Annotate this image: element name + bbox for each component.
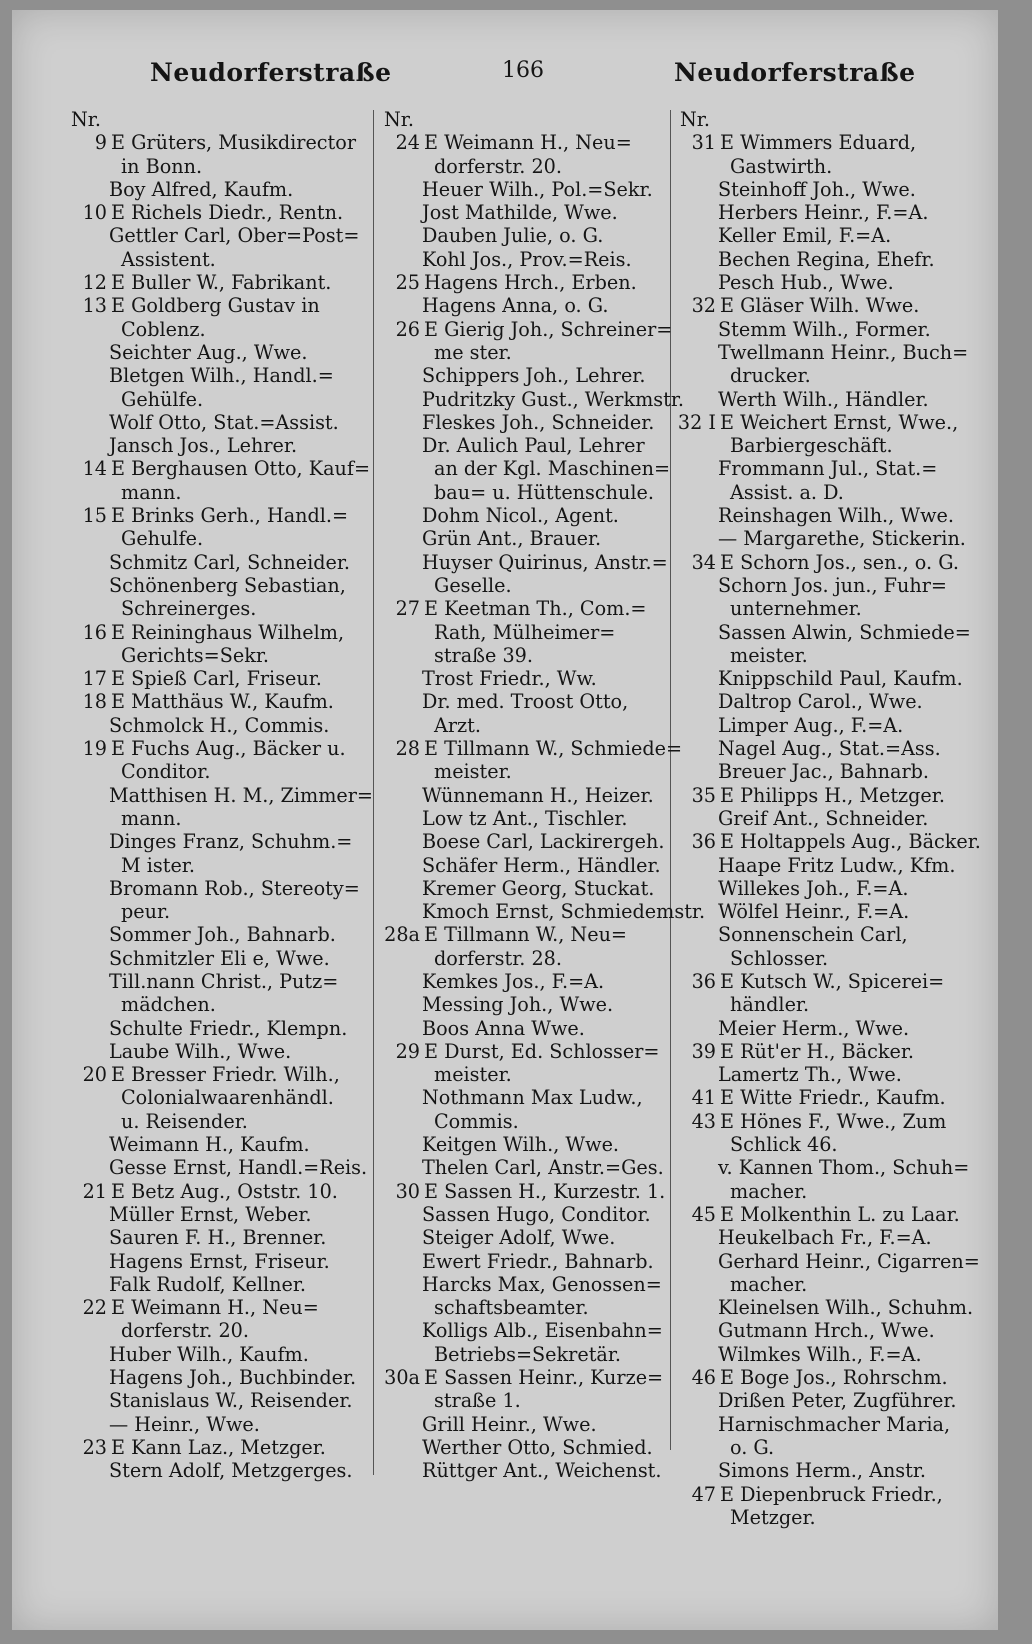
- house-entry: [676, 830, 984, 853]
- entry-text: E Rüt'er H., Bäcker.: [720, 1039, 914, 1063]
- house-number: 26: [395, 317, 420, 341]
- entry-continuation: Gastwirth.: [730, 154, 833, 178]
- resident-entry: Boy Alfred, Kaufm.: [109, 177, 294, 201]
- running-head-left: Neudorferstraße: [150, 58, 392, 87]
- house-number: 46: [691, 1366, 716, 1390]
- entry-continuation: Gehulfe.: [121, 527, 204, 551]
- entry-text: E Philipps H., Metzger.: [720, 783, 945, 807]
- house-number: 15: [82, 504, 107, 528]
- house-entry: [380, 131, 662, 154]
- resident-entry: Huyser Quirinus, Anstr.=: [422, 550, 668, 574]
- house-number: 17: [82, 667, 107, 691]
- entry-continuation: macher.: [730, 1272, 808, 1296]
- column-divider: [373, 110, 374, 1475]
- entry-text: E Berghausen Otto, Kauf=: [111, 457, 371, 481]
- directory-column-3: [676, 108, 984, 1529]
- entry-text: E Buller W., Fabrikant.: [111, 271, 332, 295]
- house-number: 28: [395, 737, 420, 761]
- house-number: 34: [691, 550, 716, 574]
- house-entry: [67, 201, 369, 224]
- resident-entry: Kleinelsen Wilh., Schuhm.: [718, 1296, 974, 1320]
- entry-continuation: Schlick 46.: [730, 1133, 838, 1157]
- resident-entry: Steiger Adolf, Wwe.: [422, 1226, 616, 1250]
- column-divider: [670, 110, 671, 1450]
- resident-entry: Sassen Alwin, Schmiede=: [718, 620, 971, 644]
- entry-continuation: Betriebs=Sekretär.: [434, 1342, 622, 1366]
- entry-continuation: an der Kgl. Maschinen=: [434, 457, 671, 481]
- resident-entry: Dr. Aulich Paul, Lehrer: [422, 434, 645, 458]
- entry-continuation: me ster.: [434, 340, 512, 364]
- resident-entry: Haape Fritz Ludw., Kfm.: [718, 853, 956, 877]
- house-entry: [676, 970, 984, 993]
- house-entry: [67, 690, 369, 713]
- entry-text: E Weimann H., Neu=: [111, 1296, 319, 1320]
- entry-continuation: peur.: [121, 900, 171, 924]
- resident-entry: Schönenberg Sebastian,: [109, 573, 346, 597]
- resident-entry: Till.nann Christ., Putz=: [109, 969, 339, 993]
- resident-entry: Sonnenschein Carl,: [718, 923, 908, 947]
- house-entry: [676, 294, 984, 317]
- entry-continuation: straße 39.: [434, 643, 533, 667]
- resident-entry: Rüttger Ant., Weichenst.: [422, 1459, 662, 1483]
- house-entry: [676, 131, 984, 154]
- resident-entry: Laube Wilh., Wwe.: [109, 1039, 292, 1063]
- house-number: 36: [691, 969, 716, 993]
- entry-text: E Betz Aug., Oststr. 10.: [111, 1179, 338, 1203]
- house-entry: [67, 1180, 369, 1203]
- house-entry: [67, 504, 369, 527]
- house-entry: [380, 923, 662, 946]
- resident-entry: Dr. med. Troost Otto,: [422, 690, 629, 714]
- house-entry: [67, 667, 369, 690]
- entry-continuation: Coblenz.: [121, 317, 206, 341]
- entry-continuation: meister.: [434, 1063, 512, 1087]
- resident-entry: Drißen Peter, Zugführer.: [718, 1389, 957, 1413]
- resident-entry: Frommann Jul., Stat.=: [718, 457, 938, 481]
- resident-entry: Bletgen Wilh., Handl.=: [109, 364, 334, 388]
- entry-continuation: Arzt.: [434, 713, 481, 737]
- resident-entry: Werth Wilh., Händler.: [718, 387, 929, 411]
- resident-entry: Seichter Aug., Wwe.: [109, 340, 308, 364]
- resident-entry: Boos Anna Wwe.: [422, 1016, 585, 1040]
- resident-entry: Dohm Nicol., Agent.: [422, 504, 619, 528]
- house-number: 18: [82, 690, 107, 714]
- entry-text: E Diepenbruck Friedr.,: [720, 1482, 943, 1506]
- entry-continuation: Commis.: [434, 1109, 519, 1133]
- running-head-right: Neudorferstraße: [674, 58, 916, 87]
- house-entry: [67, 1063, 369, 1086]
- resident-entry: Hagens Joh., Buchbinder.: [109, 1366, 357, 1390]
- resident-entry: — Heinr., Wwe.: [109, 1412, 260, 1436]
- entry-continuation: händler.: [730, 993, 810, 1017]
- resident-entry: Hagens Anna, o. G.: [422, 294, 609, 318]
- entry-continuation: in Bonn.: [121, 154, 203, 178]
- entry-text: E Weimann H., Neu=: [424, 131, 632, 155]
- resident-entry: Wölfel Heinr., F.=A.: [718, 900, 910, 924]
- entry-text: E Richels Diedr., Rentn.: [111, 201, 344, 225]
- resident-entry: Stanislaus W., Reisender.: [109, 1389, 353, 1413]
- house-number: 20: [82, 1063, 107, 1087]
- resident-entry: Knippschild Paul, Kaufm.: [718, 667, 963, 691]
- resident-entry: v. Kannen Thom., Schuh=: [718, 1156, 970, 1180]
- resident-entry: Heuer Wilh., Pol.=Sekr.: [422, 177, 653, 201]
- resident-entry: Nothmann Max Ludw.,: [422, 1086, 643, 1110]
- house-number: 30: [395, 1179, 420, 1203]
- resident-entry: Werther Otto, Schmied.: [422, 1435, 653, 1459]
- column-heading: Nr.: [71, 108, 101, 131]
- resident-entry: Nagel Aug., Stat.=Ass.: [718, 737, 941, 761]
- entry-text: E Witte Friedr., Kaufm.: [720, 1086, 946, 1110]
- entry-text: Hagens Hrch., Erben.: [424, 271, 637, 295]
- entry-text: E Tillmann W., Neu=: [424, 923, 628, 947]
- resident-entry: Kremer Georg, Stuckat.: [422, 876, 655, 900]
- entry-continuation: Metzger.: [730, 1505, 816, 1529]
- house-entry: [67, 457, 369, 480]
- resident-entry: Fleskes Joh., Schneider.: [422, 410, 655, 434]
- entry-continuation: Barbiergeschäft.: [730, 434, 893, 458]
- resident-entry: Kmoch Ernst, Schmiedemstr.: [422, 900, 706, 924]
- resident-entry: Meier Herm., Wwe.: [718, 1016, 910, 1040]
- resident-entry: Gettler Carl, Ober=Post=: [109, 224, 360, 248]
- resident-entry: Sauren F. H., Brenner.: [109, 1226, 327, 1250]
- entry-continuation: Schlosser.: [730, 946, 829, 970]
- house-number: 23: [82, 1435, 107, 1459]
- entry-text: E Gierig Joh., Schreiner=: [424, 317, 673, 341]
- house-number: 22: [82, 1296, 107, 1320]
- house-entry: [676, 784, 984, 807]
- resident-entry: Wilmkes Wilh., F.=A.: [718, 1342, 922, 1366]
- house-number: 19: [82, 737, 107, 761]
- house-number: 12: [82, 271, 107, 295]
- resident-entry: Willekes Joh., F.=A.: [718, 876, 909, 900]
- entry-continuation: Geselle.: [434, 573, 512, 597]
- house-entry: [676, 1086, 984, 1109]
- house-number: 36: [691, 830, 716, 854]
- house-entry: [67, 1436, 369, 1459]
- house-number: 30a: [384, 1366, 420, 1390]
- house-number: 45: [691, 1202, 716, 1226]
- column-heading: Nr.: [384, 108, 414, 131]
- resident-entry: Harnischmacher Maria,: [718, 1412, 951, 1436]
- resident-entry: Gerhard Heinr., Cigarren=: [718, 1249, 980, 1273]
- resident-entry: Dinges Franz, Schuhm.=: [109, 830, 353, 854]
- house-entry: [676, 1040, 984, 1063]
- house-entry: [67, 737, 369, 760]
- entry-continuation: Gerichts=Sekr.: [121, 643, 270, 667]
- entry-continuation: u. Reisender.: [121, 1109, 248, 1133]
- entry-text: E Goldberg Gustav in: [111, 294, 320, 318]
- resident-entry: Müller Ernst, Weber.: [109, 1202, 312, 1226]
- entry-text: E Molkenthin L. zu Laar.: [720, 1202, 960, 1226]
- resident-entry: Schulte Friedr., Klempn.: [109, 1016, 348, 1040]
- house-number: 32: [691, 294, 716, 318]
- entry-text: E Weichert Ernst, Wwe.,: [720, 410, 959, 434]
- house-entry: [676, 1110, 984, 1133]
- resident-entry: Matthisen H. M., Zimmer=: [109, 783, 373, 807]
- entry-continuation: Assistent.: [121, 247, 216, 271]
- resident-entry: Bromann Rob., Stereoty=: [109, 876, 360, 900]
- house-entry: [67, 294, 369, 317]
- entry-text: E Sassen Heinr., Kurze=: [424, 1366, 664, 1390]
- entry-text: E Keetman Th., Com.=: [424, 597, 647, 621]
- resident-entry: Stern Adolf, Metzgerges.: [109, 1459, 353, 1483]
- resident-entry: Limper Aug., F.=A.: [718, 713, 904, 737]
- house-number: 14: [82, 457, 107, 481]
- entry-text: E Schorn Jos., sen., o. G.: [720, 550, 959, 574]
- entry-text: E Wimmers Eduard,: [720, 131, 917, 155]
- entry-continuation: mädchen.: [121, 993, 216, 1017]
- house-entry: [67, 131, 369, 154]
- house-entry: [380, 1179, 666, 1203]
- entry-continuation: Schreinerges.: [121, 597, 257, 621]
- resident-entry: Heukelbach Fr., F.=A.: [718, 1226, 932, 1250]
- house-number: 32 I: [677, 410, 716, 434]
- entry-continuation: bau= u. Hüttenschule.: [434, 480, 654, 504]
- directory-column-1: [67, 108, 373, 1483]
- house-number: 25: [395, 271, 420, 295]
- resident-entry: Kemkes Jos., F.=A.: [422, 969, 605, 993]
- house-number: 28a: [384, 923, 420, 947]
- house-entry: [380, 597, 662, 620]
- entry-text: E Tillmann W., Schmiede=: [424, 737, 683, 761]
- entry-text: E Boge Jos., Rohrschm.: [720, 1366, 948, 1390]
- entry-continuation: meister.: [434, 760, 512, 784]
- resident-entry: Grün Ant., Brauer.: [422, 527, 602, 551]
- entry-text: E Kutsch W., Spicerei=: [720, 969, 945, 993]
- entry-continuation: unternehmer.: [730, 597, 862, 621]
- house-entry: [380, 317, 673, 341]
- entry-continuation: dorferstr. 20.: [434, 154, 562, 178]
- resident-entry: Huber Wilh., Kaufm.: [109, 1342, 309, 1366]
- entry-continuation: macher.: [730, 1179, 808, 1203]
- house-number: 43: [691, 1109, 716, 1133]
- resident-entry: Kolligs Alb., Eisenbahn=: [422, 1319, 663, 1343]
- house-entry: [380, 271, 662, 294]
- house-number: 41: [691, 1086, 716, 1110]
- entry-continuation: M ister.: [121, 853, 195, 877]
- house-entry: [380, 737, 683, 761]
- house-entry: [380, 1040, 662, 1063]
- entry-continuation: mann.: [121, 806, 182, 830]
- resident-entry: Gutmann Hrch., Wwe.: [718, 1319, 935, 1343]
- resident-entry: Messing Joh., Wwe.: [422, 993, 614, 1017]
- resident-entry: Ewert Friedr., Bahnarb.: [422, 1249, 654, 1273]
- house-number: 31: [691, 131, 716, 155]
- resident-entry: Reinshagen Wilh., Wwe.: [718, 504, 954, 528]
- entry-text: E Gläser Wilh. Wwe.: [720, 294, 920, 318]
- resident-entry: Schäfer Herm., Händler.: [422, 853, 661, 877]
- resident-entry: Pudritzky Gust., Werkmstr.: [422, 387, 685, 411]
- resident-entry: Jansch Jos., Lehrer.: [109, 434, 298, 458]
- resident-entry: Greif Ant., Schneider.: [718, 806, 929, 830]
- house-number: 24: [395, 131, 420, 155]
- entry-continuation: o. G.: [730, 1435, 775, 1459]
- house-entry: [676, 1203, 984, 1226]
- entry-continuation: Assist. a. D.: [730, 480, 844, 504]
- resident-entry: Sassen Hugo, Conditor.: [422, 1202, 651, 1226]
- resident-entry: Wünnemann H., Heizer.: [422, 783, 654, 807]
- house-number: 27: [395, 597, 420, 621]
- house-number: 13: [82, 294, 107, 318]
- entry-continuation: Colonialwaarenhändl.: [121, 1086, 334, 1110]
- resident-entry: Thelen Carl, Anstr.=Ges.: [422, 1156, 664, 1180]
- resident-entry: Dauben Julie, o. G.: [422, 224, 604, 248]
- house-entry: [67, 271, 369, 294]
- entry-continuation: schaftsbeamter.: [434, 1296, 589, 1320]
- entry-text: E Bresser Friedr. Wilh.,: [111, 1063, 340, 1087]
- resident-entry: Schmolck H., Commis.: [109, 713, 330, 737]
- resident-entry: Twellmann Heinr., Buch=: [718, 340, 969, 364]
- resident-entry: Grill Heinr., Wwe.: [422, 1412, 597, 1436]
- house-entry: [676, 1483, 984, 1506]
- resident-entry: Steinhoff Joh., Wwe.: [718, 177, 916, 201]
- entry-continuation: Rath, Mülheimer=: [434, 620, 616, 644]
- entry-continuation: dorferstr. 20.: [121, 1319, 249, 1343]
- resident-entry: Boese Carl, Lackirergeh.: [422, 830, 665, 854]
- house-number: 47: [691, 1482, 716, 1506]
- house-number: 16: [82, 620, 107, 644]
- resident-entry: Wolf Otto, Stat.=Assist.: [109, 410, 339, 434]
- house-entry: [380, 1366, 662, 1389]
- house-number: 39: [691, 1039, 716, 1063]
- resident-entry: Kohl Jos., Prov.=Reis.: [422, 247, 632, 271]
- house-number: 21: [82, 1179, 107, 1203]
- entry-text: E Spieß Carl, Friseur.: [111, 667, 322, 691]
- entry-text: E Reininghaus Wilhelm,: [111, 620, 345, 644]
- entry-continuation: meister.: [730, 643, 808, 667]
- house-entry: [67, 1296, 369, 1319]
- resident-entry: Falk Rudolf, Kellner.: [109, 1272, 307, 1296]
- entry-text: E Holtappels Aug., Bäcker.: [720, 830, 981, 854]
- resident-entry: Bechen Regina, Ehefr.: [718, 247, 935, 271]
- resident-entry: Harcks Max, Genossen=: [422, 1272, 662, 1296]
- resident-entry: Sommer Joh., Bahnarb.: [109, 923, 336, 947]
- house-number: 10: [82, 201, 107, 225]
- resident-entry: Hagens Ernst, Friseur.: [109, 1249, 330, 1273]
- entry-continuation: drucker.: [730, 364, 811, 388]
- entry-continuation: mann.: [121, 480, 182, 504]
- book-page: [12, 10, 998, 1630]
- resident-entry: Trost Friedr., Ww.: [422, 667, 597, 691]
- resident-entry: Schmitzler Eli e, Wwe.: [109, 946, 330, 970]
- entry-text: E Sassen H., Kurzestr. 1.: [424, 1179, 666, 1203]
- resident-entry: Gesse Ernst, Handl.=Reis.: [109, 1156, 368, 1180]
- resident-entry: Simons Herm., Anstr.: [718, 1459, 927, 1483]
- page-header: [12, 58, 998, 98]
- entry-text: E Grüters, Musikdirector: [111, 131, 356, 155]
- resident-entry: Keller Emil, F.=A.: [718, 224, 892, 248]
- entry-text: E Durst, Ed. Schlosser=: [424, 1039, 660, 1063]
- entry-continuation: Conditor.: [121, 760, 211, 784]
- entry-text: E Matthäus W., Kaufm.: [111, 690, 334, 714]
- resident-entry: Pesch Hub., Wwe.: [718, 271, 894, 295]
- entry-text: E Brinks Gerh., Handl.=: [111, 504, 349, 528]
- resident-entry: Schmitz Carl, Schneider.: [109, 550, 351, 574]
- house-number: 35: [691, 783, 716, 807]
- house-entry: [67, 621, 369, 644]
- house-number: 29: [395, 1039, 420, 1063]
- house-entry: [676, 1366, 984, 1389]
- entry-text: E Kann Laz., Metzger.: [111, 1435, 326, 1459]
- resident-entry: Herbers Heinr., F.=A.: [718, 201, 929, 225]
- entry-text: E Fuchs Aug., Bäcker u.: [111, 737, 346, 761]
- resident-entry: Low tz Ant., Tischler.: [422, 806, 628, 830]
- resident-entry: Jost Mathilde, Wwe.: [422, 201, 618, 225]
- resident-entry: Keitgen Wilh., Wwe.: [422, 1133, 620, 1157]
- resident-entry: Lamertz Th., Wwe.: [718, 1063, 902, 1087]
- resident-entry: Weimann H., Kaufm.: [109, 1133, 310, 1157]
- resident-entry: Schorn Jos. jun., Fuhr=: [718, 573, 947, 597]
- resident-entry: Breuer Jac., Bahnarb.: [718, 760, 930, 784]
- column-heading: Nr.: [680, 108, 710, 131]
- resident-entry: Schippers Joh., Lehrer.: [422, 364, 646, 388]
- house-entry: [676, 551, 984, 574]
- entry-continuation: dorferstr. 28.: [434, 946, 562, 970]
- house-entry: [676, 411, 984, 434]
- resident-entry: — Margarethe, Stickerin.: [718, 527, 966, 551]
- resident-entry: Stemm Wilh., Former.: [718, 317, 931, 341]
- resident-entry: Daltrop Carol., Wwe.: [718, 690, 923, 714]
- page-number: 166: [502, 58, 544, 83]
- entry-continuation: straße 1.: [434, 1389, 521, 1413]
- house-number: 9: [94, 131, 107, 155]
- entry-text: E Hönes F., Wwe., Zum: [720, 1109, 947, 1133]
- entry-continuation: Gehülfe.: [121, 387, 204, 411]
